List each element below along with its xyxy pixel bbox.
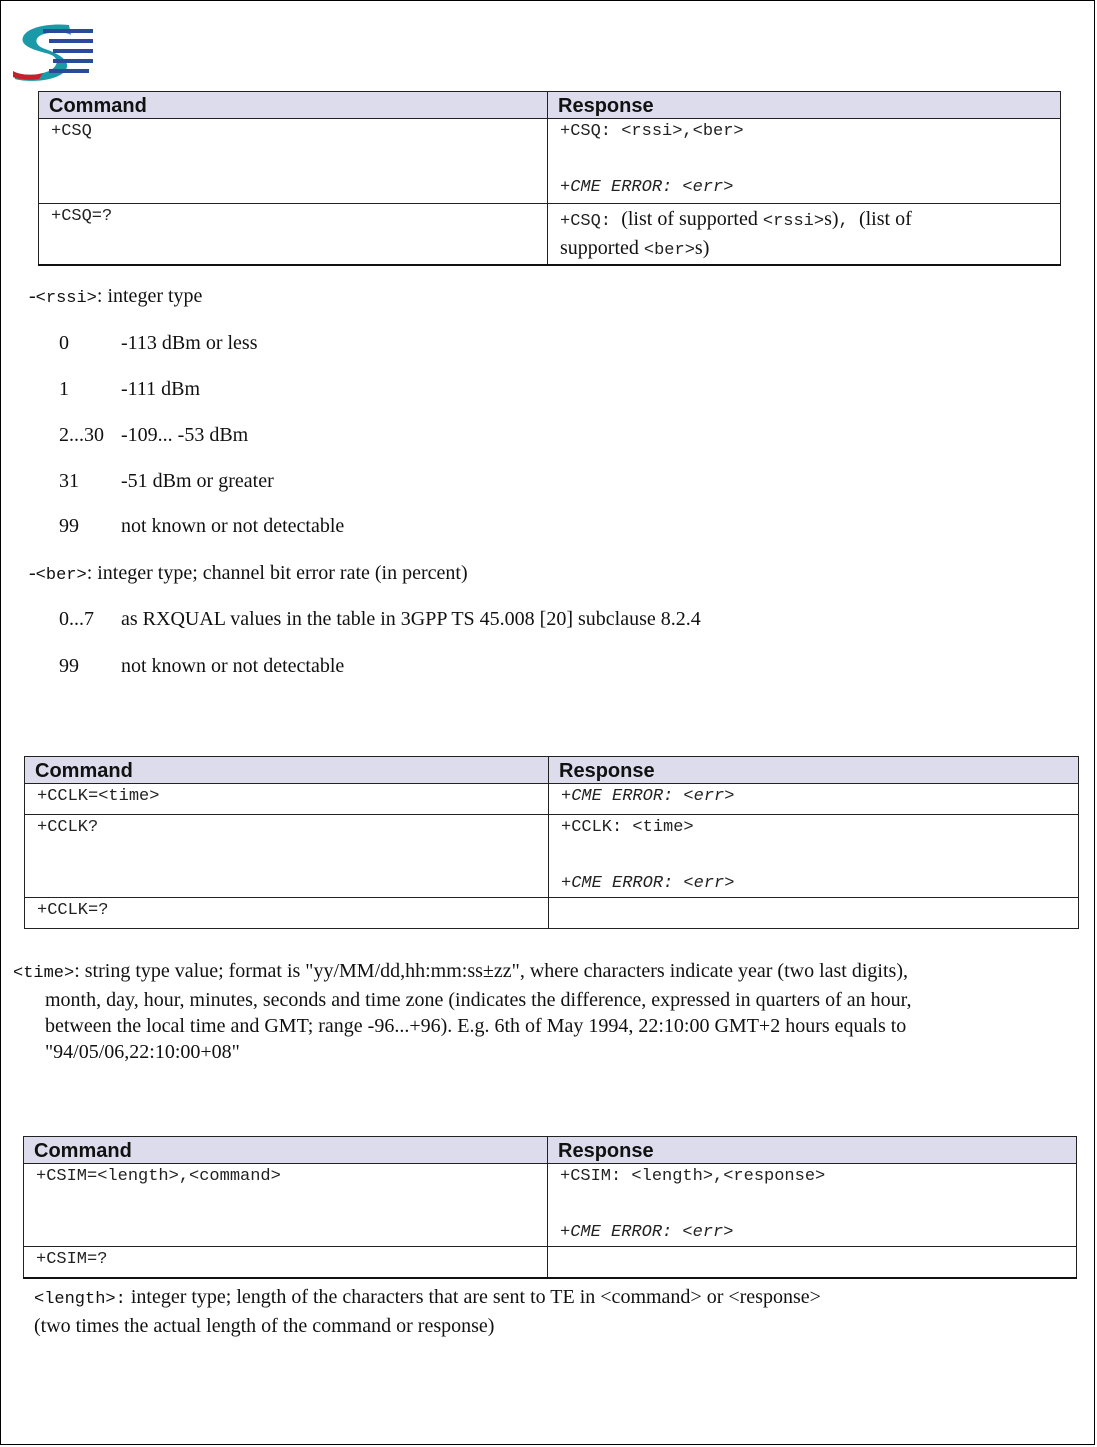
csq-command-table	[38, 91, 1061, 266]
table-header-row	[39, 92, 1061, 119]
response-mono: <ber>	[643, 241, 695, 260]
list-item	[59, 424, 248, 447]
error-text: +CME ERROR: <err>	[561, 874, 735, 893]
response-header: Response	[548, 1137, 1077, 1164]
list-item	[59, 332, 257, 355]
command-cell: +CCLK=?	[25, 898, 549, 929]
param-name: <length>:	[34, 1290, 126, 1309]
list-item	[59, 470, 274, 493]
table-row	[25, 784, 1079, 815]
response-cell	[548, 1164, 1077, 1247]
response-cell	[548, 119, 1061, 204]
table-row	[39, 119, 1061, 204]
param-name: <ber>	[35, 566, 87, 585]
param-name: <time>	[13, 964, 75, 983]
desc-line: month, day, hour, minutes, seconds and time zone (indicates the difference, expressed in quarters of an hour,	[45, 989, 912, 1011]
response-header: Response	[549, 757, 1079, 784]
param-desc: : integer type	[96, 285, 203, 307]
csim-command-table	[23, 1136, 1077, 1279]
value-code: 99	[59, 515, 79, 537]
error-text: +CME ERROR: <err>	[560, 1223, 734, 1242]
value-code: 1	[59, 378, 69, 400]
list-item	[59, 515, 344, 538]
response-text: s)	[694, 237, 710, 259]
value-text: -113 dBm or less	[121, 332, 258, 354]
value-code: 0...7	[59, 608, 94, 630]
desc-line: "94/05/06,22:10:00+08"	[45, 1041, 240, 1063]
desc-line: (two times the actual length of the command or response)	[34, 1315, 495, 1337]
response-mono: ,	[838, 212, 849, 231]
list-item	[59, 655, 344, 678]
table-row	[39, 204, 1061, 266]
cclk-command-table	[24, 756, 1079, 929]
desc-line: integer type; length of the characters that are sent to TE in <command> or <response>	[125, 1286, 821, 1308]
table-header-row	[25, 757, 1079, 784]
list-item	[59, 608, 701, 631]
table-header-row	[24, 1137, 1077, 1164]
value-code: 99	[59, 655, 79, 677]
response-cell	[549, 815, 1079, 898]
response-cell	[549, 784, 1079, 815]
list-item	[59, 378, 200, 401]
response-cell	[548, 1247, 1077, 1279]
command-cell: +CSIM=<length>,<command>	[24, 1164, 548, 1247]
command-cell: +CSQ	[39, 119, 548, 204]
command-header: Command	[25, 757, 549, 784]
table-row	[25, 898, 1079, 929]
ber-definition: -<ber>: integer type; channel bit error rate (in percent)	[29, 562, 468, 585]
response-cell	[548, 204, 1061, 266]
value-code: 2...30	[59, 424, 104, 446]
value-code: 0	[59, 332, 69, 354]
value-text: as RXQUAL values in the table in 3GPP TS 45.008 [20] subclause 8.2.4	[121, 608, 701, 630]
table-row	[24, 1164, 1077, 1247]
value-text: not known or not detectable	[121, 655, 345, 677]
response-header: Response	[548, 92, 1061, 119]
value-text: not known or not detectable	[121, 515, 345, 537]
response-text: (list of supported	[621, 208, 763, 230]
value-text: -111 dBm	[121, 378, 201, 400]
rssi-definition: -<rssi>: integer type	[29, 285, 203, 308]
response-text: +CSQ: <rssi>,<ber>	[560, 122, 744, 141]
value-text: -109... -53 dBm	[121, 424, 249, 446]
length-description	[34, 1284, 821, 1339]
response-text: supported	[560, 237, 644, 259]
error-text: +CME ERROR: <err>	[560, 178, 734, 197]
response-mono: +CSQ:	[560, 212, 612, 231]
command-cell: +CCLK?	[25, 815, 549, 898]
time-description	[13, 958, 911, 1065]
param-desc: : integer type; channel bit error rate (in percent)	[86, 562, 468, 584]
response-text: +CCLK: <time>	[561, 818, 694, 837]
command-cell: +CSQ=?	[39, 204, 548, 266]
error-text: +CME ERROR: <err>	[561, 787, 735, 806]
company-logo-icon	[9, 21, 95, 83]
response-text: (list of	[858, 208, 912, 230]
desc-line: : string type value; format is "yy/MM/dd,hh:mm:ss±zz", where characters indicate year (two last digits),	[74, 960, 908, 982]
value-code: 31	[59, 470, 79, 492]
command-header: Command	[39, 92, 548, 119]
table-row	[25, 815, 1079, 898]
value-text: -51 dBm or greater	[121, 470, 274, 492]
param-name: <rssi>	[35, 289, 97, 308]
desc-line: between the local time and GMT; range -96...+96). E.g. 6th of May 1994, 22:10:00 GMT+2 hours equals to	[45, 1015, 907, 1037]
table-row	[24, 1247, 1077, 1279]
response-mono: <rssi>	[762, 212, 825, 231]
response-text: +CSIM: <length>,<response>	[560, 1167, 826, 1186]
command-header: Command	[24, 1137, 548, 1164]
response-text: s)	[824, 208, 839, 230]
response-cell	[549, 898, 1079, 929]
command-cell: +CSIM=?	[24, 1247, 548, 1279]
command-cell: +CCLK=<time>	[25, 784, 549, 815]
